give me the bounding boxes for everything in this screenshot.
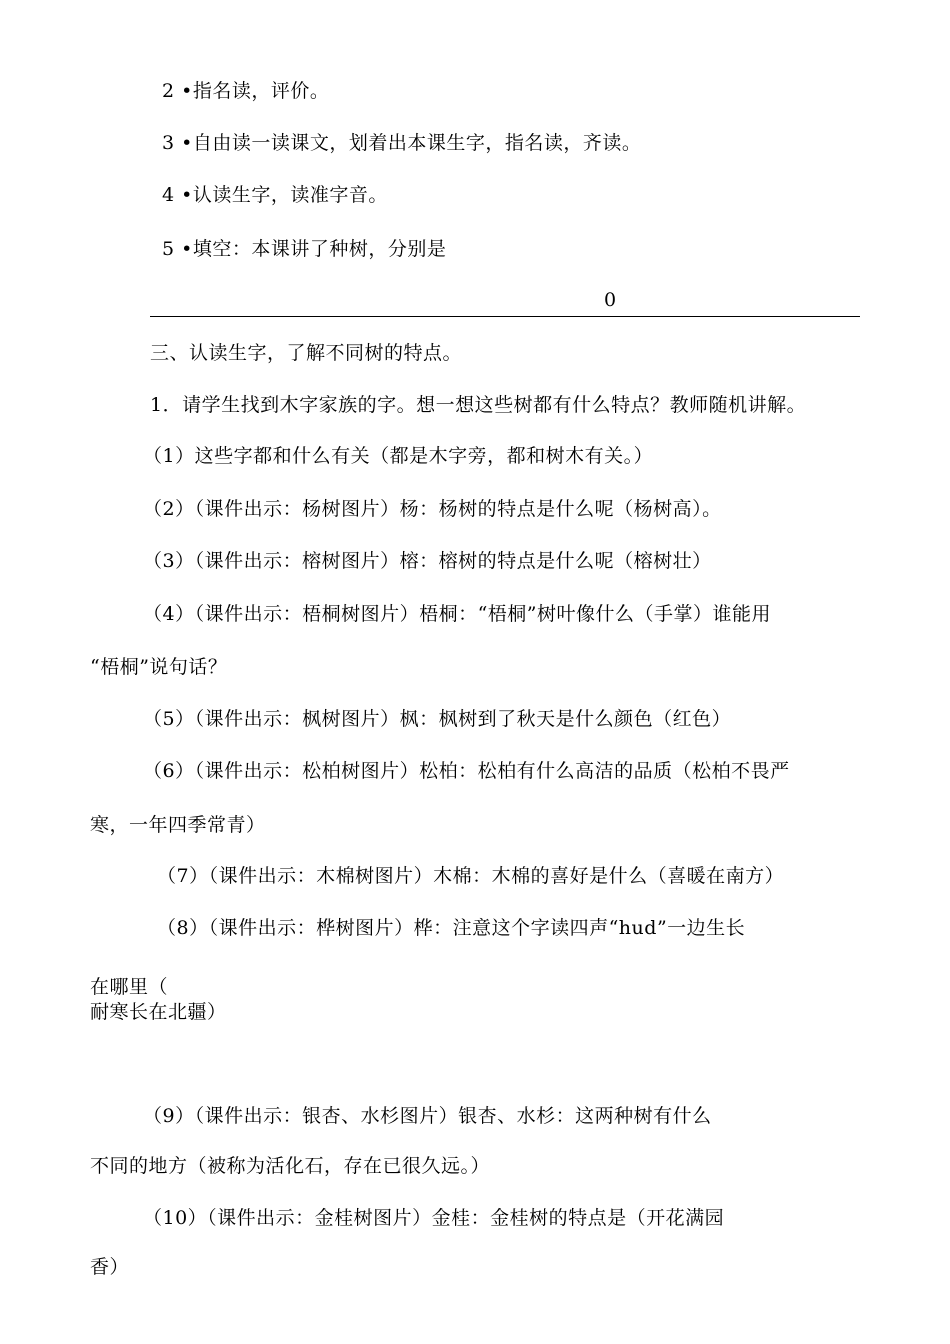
paragraph: （4）（课件出示：梧桐树图片）梧桐：“梧桐”树叶像什么（手掌）谁能用 [143, 603, 772, 625]
paragraph: （8）（课件出示：桦树图片）桦：注意这个字读四声“hud”一边生长 [157, 917, 746, 939]
paragraph: 耐寒长在北疆） [90, 1001, 227, 1023]
paragraph: （1）这些字都和什么有关（都是木字旁，都和树木有关。） [143, 445, 654, 467]
blank-answer: 0 [604, 289, 617, 311]
paragraph: 不同的地方（被称为活化石，存在已很久远。） [90, 1155, 491, 1177]
list-item: 2 •指名读，评价。 [162, 80, 330, 102]
paragraph: （6）（课件出示：松柏树图片）松柏：松柏有什么高洁的品质（松柏不畏严 [143, 760, 790, 782]
paragraph: 寒，一年四季常青） [90, 814, 266, 836]
paragraph: （2）（课件出示：杨树图片）杨：杨树的特点是什么呢（杨树高）。 [143, 498, 722, 520]
paragraph: 1．请学生找到木字家族的字。想一想这些树都有什么特点？教师随机讲解。 [150, 394, 807, 416]
paragraph: （10）（课件出示：金桂树图片）金桂：金桂树的特点是（开花满园 [143, 1207, 725, 1229]
paragraph: “梧桐”说句话？ [90, 656, 228, 678]
paragraph: （3）（课件出示：榕树图片）榕：榕树的特点是什么呢（榕树壮） [143, 550, 712, 572]
paragraph: （5）（课件出示：枫树图片）枫：枫树到了秋天是什么颜色（红色） [143, 708, 732, 730]
paragraph: 在哪里（ [90, 976, 169, 998]
list-item: 5 •填空：本课讲了种树，分别是 [162, 238, 447, 260]
list-item: 4 •认读生字，读准字音。 [162, 184, 388, 206]
section-heading: 三、认读生字，了解不同树的特点。 [150, 342, 463, 364]
paragraph: （9）（课件出示：银杏、水杉图片）银杏、水杉：这两种树有什么 [143, 1105, 712, 1127]
fill-in-underline [150, 316, 860, 317]
paragraph: 香） [90, 1256, 130, 1278]
paragraph: （7）（课件出示：木棉树图片）木棉：木棉的喜好是什么（喜暖在南方） [157, 865, 785, 887]
list-item: 3 •自由读一读课文，划着出本课生字，指名读，齐读。 [162, 132, 642, 154]
